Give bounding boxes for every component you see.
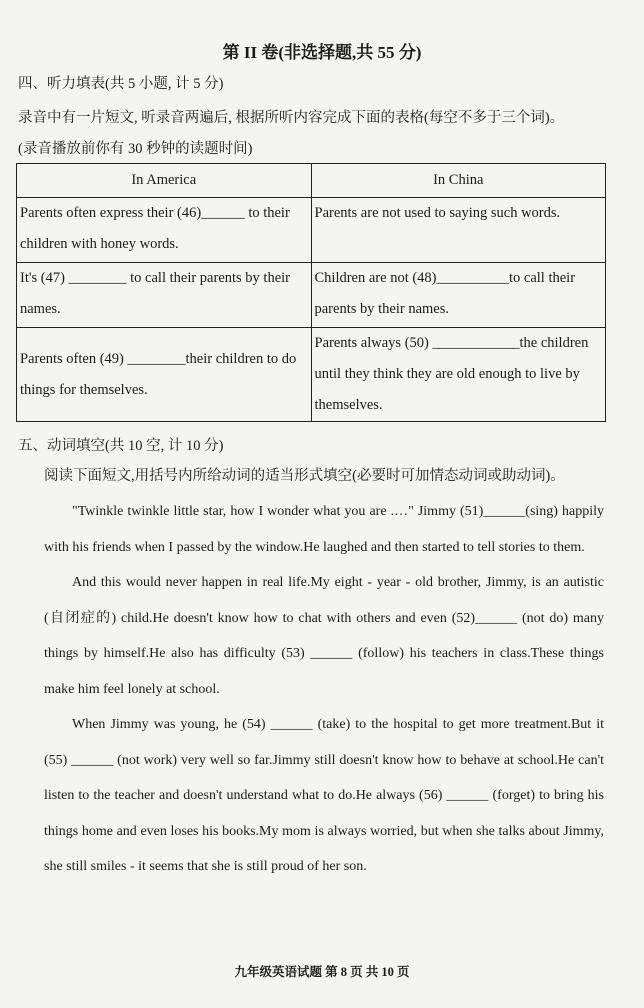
passage-paragraph: "Twinkle twinkle little star, how I wonder what you are .…" Jimmy (51)______(sing) happily with his friends when I passed by the window.He laughed and then started to tell stories to them. <box>44 504 604 555</box>
section5-heading: 五、动词填空(共 10 空, 计 10 分) <box>18 438 224 454</box>
section4-instruction: 录音中有一片短文, 听录音两遍后, 根据所听内容完成下面的表格(每空不多于三个词)。 <box>18 110 565 126</box>
table-header-america: In America <box>17 164 312 198</box>
table-cell: Parents always (50) ____________the children until they think they are old enough to live by themselves. <box>311 328 606 422</box>
table-row <box>17 263 606 328</box>
passage-paragraph: And this would never happen in real life.My eight - year - old brother, Jimmy, is an autistic (自闭症的) child.He doesn't know how to chat with others and even (52)______ (not do) many things by himself.He also has difficulty (53) ______ (follow) his teachers in class.These things make him feel lonely at school. <box>44 575 604 697</box>
table-row <box>17 198 606 263</box>
table-cell: Children are not (48)__________to call their parents by their names. <box>311 263 606 328</box>
table-header-china: In China <box>311 164 606 198</box>
section4-heading: 四、听力填表(共 5 小题, 计 5 分) <box>18 76 224 92</box>
table-cell: Parents often (49) ________their children to do things for themselves. <box>17 328 312 422</box>
page-footer: 九年级英语试题 第 8 页 共 10 页 <box>234 965 410 979</box>
table-cell: Parents often express their (46)______ to their children with honey words. <box>17 198 312 263</box>
section4-note: (录音播放前你有 30 秒钟的读题时间) <box>18 141 253 157</box>
table-cell: It's (47) ________ to call their parents by their names. <box>17 263 312 328</box>
table-row <box>17 328 606 422</box>
listening-table <box>16 163 606 422</box>
passage-paragraph: When Jimmy was young, he (54) ______ (take) to the hospital to get more treatment.But it (55) ______ (not work) very well so far.Jimmy still doesn't know how to behave at school.He can't listen to the teacher and doesn't understand what to do.He always (56) ______ (forget) to bring his things home and even loses his books.My mom is always worried, but when she talks about Jimmy, she still smiles - it seems that she is still proud of her son. <box>44 717 604 874</box>
section5-instruction: 阅读下面短文,用括号内所给动词的适当形式填空(必要时可加情态动词或助动词)。 <box>44 468 565 484</box>
page-title: 第 II 卷(非选择题,共 55 分) <box>222 43 422 62</box>
table-cell: Parents are not used to saying such words. <box>311 198 606 263</box>
passage <box>44 494 604 885</box>
